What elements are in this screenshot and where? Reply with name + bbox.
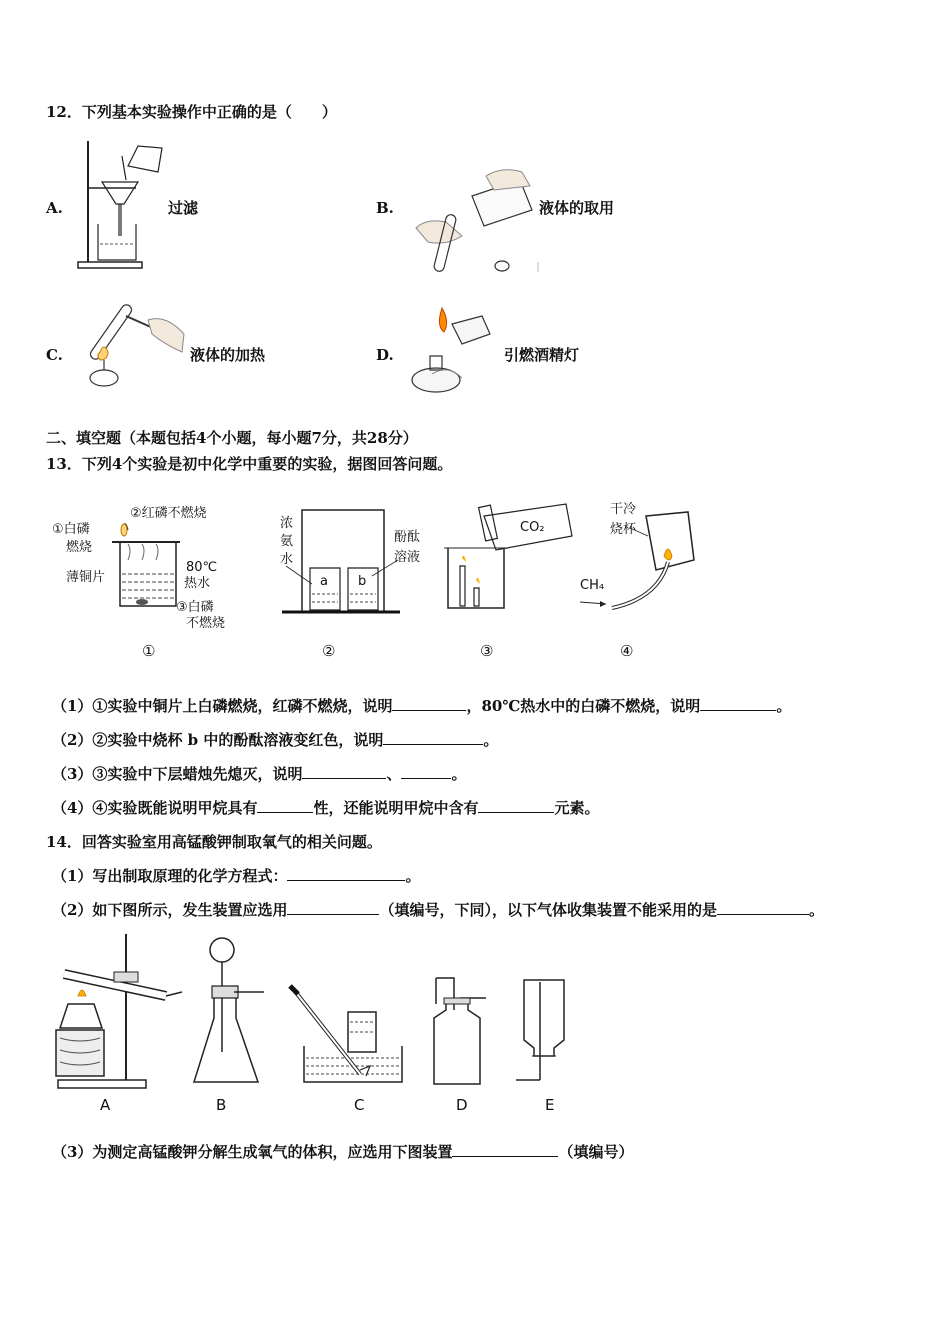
- q13-part2-pre: （2）②实验中烧杯 b 中的酚酞溶液变红色，说明: [52, 731, 384, 749]
- co2-candles-diagram: [444, 496, 574, 616]
- answer-blank[interactable]: [287, 866, 405, 881]
- fig1-label-white-p-burn2: 燃烧: [66, 540, 93, 555]
- apparatus-label-c: C: [354, 1096, 365, 1114]
- fig2-beaker-a: a: [320, 574, 328, 589]
- methane-combustion-diagram: [576, 506, 706, 626]
- q14-part1-post: 。: [405, 867, 421, 885]
- q14-part2-mid: （填编号，下同），以下气体收集装置不能采用的是: [379, 901, 717, 919]
- liquid-pouring-illustration: [406, 166, 546, 276]
- answer-blank[interactable]: [287, 900, 379, 915]
- fig1-label-copper: 薄铜片: [66, 570, 106, 585]
- q12-option-b-letter[interactable]: B.: [376, 199, 394, 217]
- answer-blank[interactable]: [392, 696, 466, 711]
- fig1-label-hot-water: 热水: [184, 576, 211, 591]
- combustion-experiment-diagram: [108, 520, 188, 610]
- answer-blank[interactable]: [700, 696, 776, 711]
- apparatus-label-d: D: [456, 1096, 468, 1114]
- answer-blank[interactable]: [302, 764, 386, 779]
- q13-part2-post: 。: [483, 731, 499, 749]
- fig-number-1: ①: [142, 642, 156, 660]
- liquid-heating-illustration: [86, 294, 196, 394]
- fig1-label-white-p-burn: ①白磷: [52, 522, 90, 537]
- q14-part1: [52, 866, 420, 886]
- answer-blank[interactable]: [401, 764, 451, 779]
- answer-blank[interactable]: [383, 730, 483, 745]
- section2-title: 二、填空题（本题包括4个小题，每小题7分，共28分）: [46, 429, 418, 447]
- fig2-beaker-b: b: [358, 574, 367, 589]
- apparatus-label-e: E: [545, 1096, 555, 1114]
- fig4-label-cold-1: 干冷: [610, 502, 637, 517]
- q12-option-c-text: 液体的加热: [190, 346, 266, 364]
- fig1-label-red-p: ②红磷不燃烧: [130, 506, 207, 521]
- fig4-label-ch4: CH₄: [580, 578, 605, 593]
- q13-part1-mid: ，80℃热水中的白磷不燃烧，说明: [466, 697, 701, 715]
- answer-blank[interactable]: [257, 798, 313, 813]
- q13-part1-post: 。: [776, 697, 792, 715]
- q14-part3: [52, 1142, 633, 1162]
- q13-part3: [52, 764, 466, 784]
- fig1-label-temp: 80℃: [186, 560, 218, 575]
- q14-stem: 14．回答实验室用高锰酸钾制取氧气的相关问题。: [46, 833, 382, 851]
- apparatus-c-water-trough: [290, 964, 410, 1090]
- ammonia-phenolphthalein-diagram: [282, 506, 402, 616]
- apparatus-label-b: B: [216, 1096, 227, 1114]
- q12-option-d-letter[interactable]: D.: [376, 346, 394, 364]
- filtration-illustration: [76, 136, 176, 271]
- q13-part1-pre: （1）①实验中铜片上白磷燃烧，红磷不燃烧，说明: [52, 697, 393, 715]
- apparatus-label-a: A: [100, 1096, 111, 1114]
- q14-part2-post: 。: [808, 901, 824, 919]
- fig3-label-co2: CO₂: [520, 520, 545, 535]
- q12-option-b-text: 液体的取用: [539, 199, 615, 217]
- fig1-label-white-p-no2: 不燃烧: [186, 616, 226, 631]
- q12-option-a-letter[interactable]: A.: [46, 199, 63, 217]
- answer-blank[interactable]: [478, 798, 554, 813]
- fig2-label-phenolphthalein-1: 酚酞: [394, 530, 421, 545]
- fig2-label-phenolphthalein-2: 溶液: [394, 550, 421, 565]
- q12-option-a-text: 过滤: [168, 199, 199, 217]
- q14-part2: [52, 900, 824, 920]
- fig-number-2: ②: [322, 642, 336, 660]
- fig-number-3: ③: [480, 642, 494, 660]
- q13-part4-mid: 性，还能说明甲烷中含有: [313, 799, 479, 817]
- q12-option-c-letter[interactable]: C.: [46, 346, 63, 364]
- answer-blank[interactable]: [717, 900, 809, 915]
- q13-part3-mid: 、: [386, 765, 402, 783]
- apparatus-d-gas-bottle: [426, 976, 496, 1086]
- fig1-label-white-p-no: ③白磷: [176, 600, 214, 615]
- q14-part3-pre: （3）为测定高锰酸钾分解生成氧气的体积，应选用下图装置: [52, 1143, 453, 1161]
- q13-stem: 13．下列4个实验是初中化学中重要的实验，据图回答问题。: [46, 455, 453, 473]
- answer-blank[interactable]: [452, 1142, 558, 1157]
- apparatus-b-flask: [188, 934, 278, 1094]
- q13-part3-pre: （3）③实验中下层蜡烛先熄灭，说明: [52, 765, 303, 783]
- fig2-label-ammonia-3: 水: [280, 552, 294, 567]
- lighting-alcohol-lamp-illustration: [408, 304, 508, 396]
- q14-part1-pre: （1）写出制取原理的化学方程式：: [52, 867, 288, 885]
- q13-part4: [52, 798, 599, 818]
- q14-part2-pre: （2）如下图所示，发生装置应选用: [52, 901, 288, 919]
- q13-part1: [52, 696, 791, 716]
- fig4-label-cold-2: 烧杯: [610, 522, 637, 537]
- q13-part4-post: 元素。: [554, 799, 600, 817]
- q14-part3-post: （填编号）: [558, 1143, 634, 1161]
- fig2-label-ammonia-2: 氨: [280, 534, 294, 549]
- q13-part2: [52, 730, 498, 750]
- fig-number-4: ④: [620, 642, 634, 660]
- q13-part3-post: 。: [451, 765, 467, 783]
- q13-part4-pre: （4）④实验既能说明甲烷具有: [52, 799, 258, 817]
- apparatus-a-solid-heating: [54, 932, 184, 1092]
- fig2-label-ammonia-1: 浓: [280, 516, 294, 531]
- q12-option-d-text: 引燃酒精灯: [504, 346, 580, 364]
- apparatus-e-inverted-bottle: [512, 976, 582, 1086]
- q12-stem: 12．下列基本实验操作中正确的是（ ）: [46, 103, 337, 121]
